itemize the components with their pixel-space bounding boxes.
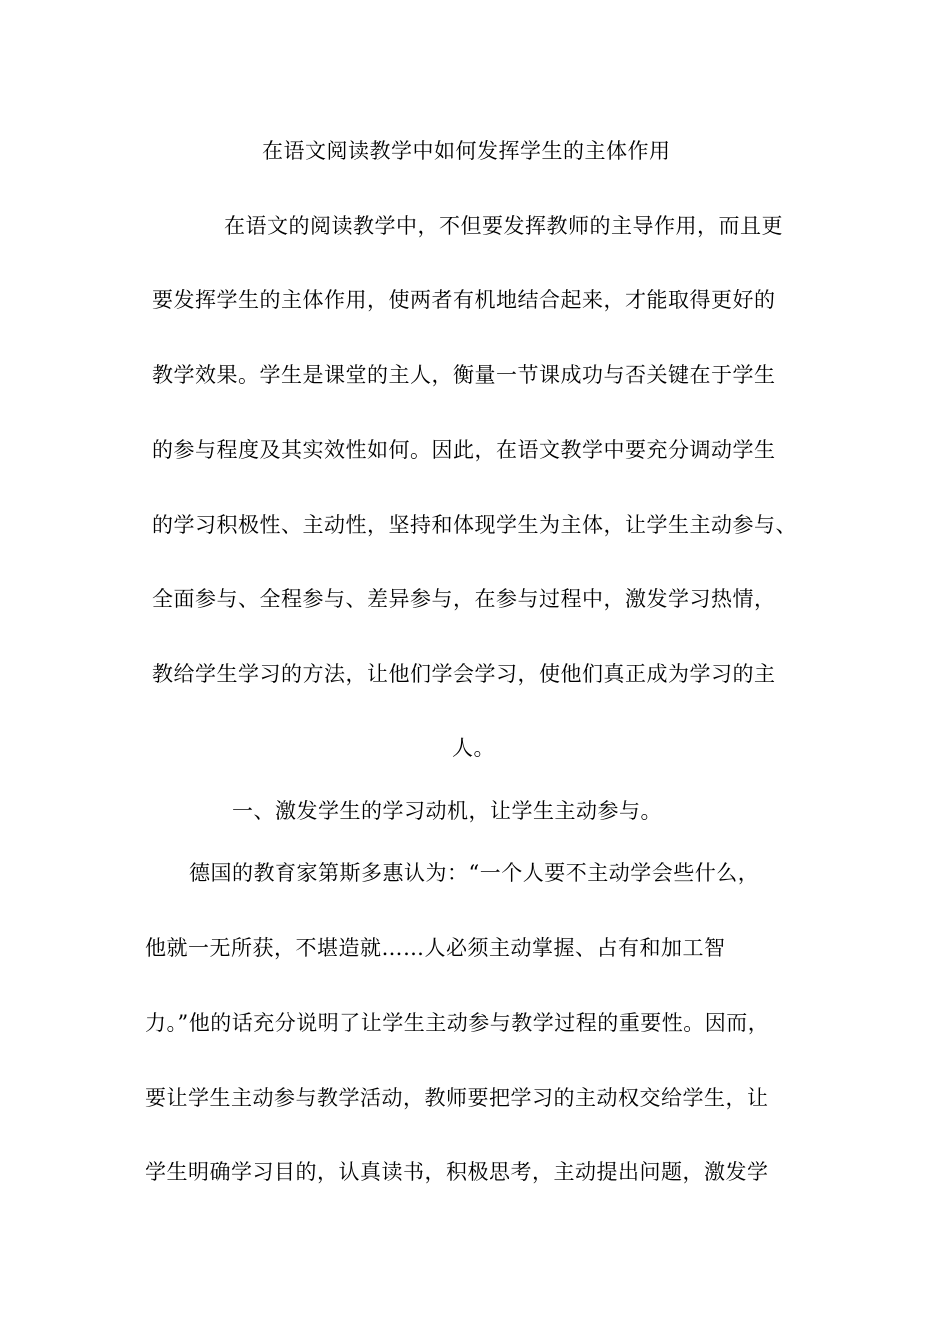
body-line-2: 他就一无所获，不堪造就……人必须主动掌握、占有和加工智 — [145, 936, 726, 960]
intro-line-8: 人。 — [452, 736, 495, 760]
body-line-4: 要让学生主动参与教学活动，教师要把学习的主动权交给学生，让 — [145, 1086, 769, 1110]
intro-line-1: 在语文的阅读教学中，不但要发挥教师的主导作用，而且更 — [224, 214, 783, 238]
body-line-5: 学生明确学习目的，认真读书，积极思考，主动提出问题，激发学 — [145, 1160, 769, 1184]
intro-line-6: 全面参与、全程参与、差异参与，在参与过程中，激发学习热情， — [152, 587, 776, 611]
section-heading: 一、激发学生的学习动机，让学生主动参与。 — [232, 799, 662, 823]
body-line-1: 德国的教育家第斯多惠认为：“一个人要不主动学会些什么， — [189, 861, 760, 885]
intro-line-5: 的学习积极性、主动性，坚持和体现学生为主体，让学生主动参与、 — [152, 513, 797, 537]
intro-line-7: 教给学生学习的方法，让他们学会学习，使他们真正成为学习的主 — [152, 662, 776, 686]
intro-line-4: 的参与程度及其实效性如何。因此，在语文教学中要充分调动学生 — [152, 438, 776, 462]
intro-line-2: 要发挥学生的主体作用，使两者有机地结合起来，才能取得更好的 — [152, 288, 776, 312]
document-title: 在语文阅读教学中如何发挥学生的主体作用 — [262, 139, 671, 163]
intro-line-3: 教学效果。学生是课堂的主人，衡量一节课成功与否关键在于学生 — [152, 363, 776, 387]
body-line-3: 力。”他的话充分说明了让学生主动参与教学过程的重要性。因而， — [145, 1011, 770, 1035]
